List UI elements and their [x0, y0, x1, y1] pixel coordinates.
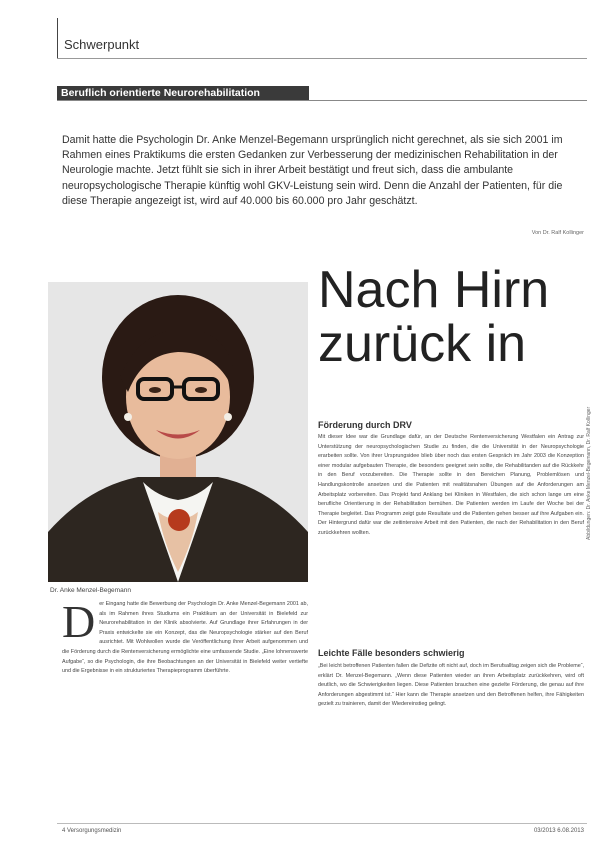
- headline-line-2: zurück in: [318, 315, 527, 371]
- left-column-body: er Eingang hatte die Bewerbung der Psychologin Dr. Anke Menzel-Begemann 2001 ab, als im Rahmen ihres Studiums ein Praktikum an der Universität in Bielefeld zur Neurorehabilitation in der Klinik absolvierte. Auf Grundlage ihrer Erfahrungen in der Praxis entwickelte sie ein Konzept, das die Neuropsychologie stärker auf den Beruf ausrichtet. Mit Wohlwollen wurde die Veröffentlichung ihrer Arbeit aufgenommen und die Förderung durch die Rentenversicherung ermöglichte eine umfassende Studie. „Eine lohnenswerte Aufgabe“, so die Psychologin, die ihre Beobachtungen an der Universität in Bielefeld weiter vertiefte und die Ergebnisse in ein strukturiertes Therapieprogramm überführte.: [62, 601, 308, 675]
- section-heading-cases: Leichte Fälle besonders schwierig: [318, 648, 465, 658]
- section-banner: Beruflich orientierte Neurorehabilitation: [57, 86, 309, 100]
- header-divider: [57, 58, 587, 59]
- intro-paragraph: [62, 133, 582, 209]
- footer-issue-info: 03/2013 6.08.2013: [533, 828, 584, 834]
- portrait-photo: [48, 282, 308, 582]
- portrait-illustration: [48, 282, 308, 582]
- headline-line-1: Nach Hirn: [318, 263, 550, 319]
- image-credit: Abbildungen: Dr. Anke Menzel-Begemann, Dr. Ralf Kollinger: [586, 406, 592, 540]
- byline: Von Dr. Ralf Kollinger: [531, 230, 584, 236]
- rubric-rule: [57, 18, 58, 58]
- intro-text: Damit hatte die Psychologin Dr. Anke Menzel-Begemann ursprünglich nicht gerechnet, als sie sich 2001 im Rahmen eines Praktikums die ersten Gedanken zur Verbesserung der medizinischen Rehabilitation in der Neurologie machte. Jetzt fühlt sie sich in ihrer Arbeit bestätigt und freut sich, dass die ambulante neuropsychologische Therapie künftig wohl GKV-Leistung sein wird. Denn die Anzahl der Patienten, für die diese Therapie angezeigt ist, wird auf 40.000 bis 60.000 pro Jahr geschätzt.: [62, 134, 563, 207]
- rubric-label: Schwerpunkt: [64, 37, 140, 52]
- drop-cap: D: [62, 596, 96, 647]
- right-column-text-2: „Bei leicht betroffenen Patienten fallen die Defizite oft nicht auf, doch im Berufsalltag zeigen sich die Probleme“, erklärt Dr. Menzel-Begemann. „Wenn diese Patienten wieder an ihren Arbeitsplatz zurückkehren, wird oft deutlich, wo die Schwierigkeiten liegen. Diese Patienten brauchen eine gezielte Förderung, die genau auf ihre Anforderungen abgestimmt ist.“ Hier kann die Therapie ansetzen und den Betroffenen helfen, ihre Fähigkeiten gezielt zu trainieren, damit der Wiedereinstieg gelingt.: [318, 663, 584, 708]
- section-heading-drv: Förderung durch DRV: [318, 420, 412, 430]
- footer-divider: [57, 823, 587, 824]
- left-column-text: [62, 596, 308, 677]
- right-column-text-1: Mit dieser Idee war die Grundlage dafür, an der Deutsche Rentenversicherung Westfalen ein Antrag zur Unterstützung der neuropsychologischen Studie zu finden, die die Universität in der Neuropsychologie erarbeiten sollte. Von ihrer Ursprungsidee blieb über noch das ersten Gespräch im Jahr 2003 die Konzeption einer modular aufgebauten Therapie, die besonders geeignet sein sollte, die Rehabilitanden auf die Rückkehr in den Beruf vorzubereiten. Die Therapie sollte in den Bereichen Planung, Problemlösen und Handlungskontrolle ansetzen und die Patienten mit realitätsnahen Übungen auf die Anforderungen am Arbeitsplatz vorbereiten. Das Projekt fand Anklang bei Kliniken in Westfalen, die sich schon lange um eine berufliche Orientierung in der Rehabilitation bemühen. Die Patienten werden im Laufe der Woche bei der Therapie begleitet. Das Programm zeigt gute Resultate und die Patienten gehen besser auf ihre Aufgaben ein. Der Hintergrund dafür war die zeitintensive Arbeit mit den Patienten, die nach der Rehabilitation in den Beruf zurückkehren wollten.: [318, 434, 584, 536]
- banner-divider: [57, 100, 587, 101]
- photo-caption: Dr. Anke Menzel-Begemann: [50, 587, 131, 594]
- headline: [318, 263, 602, 371]
- footer-page-info: 4 Versorgungsmedizin: [62, 828, 122, 834]
